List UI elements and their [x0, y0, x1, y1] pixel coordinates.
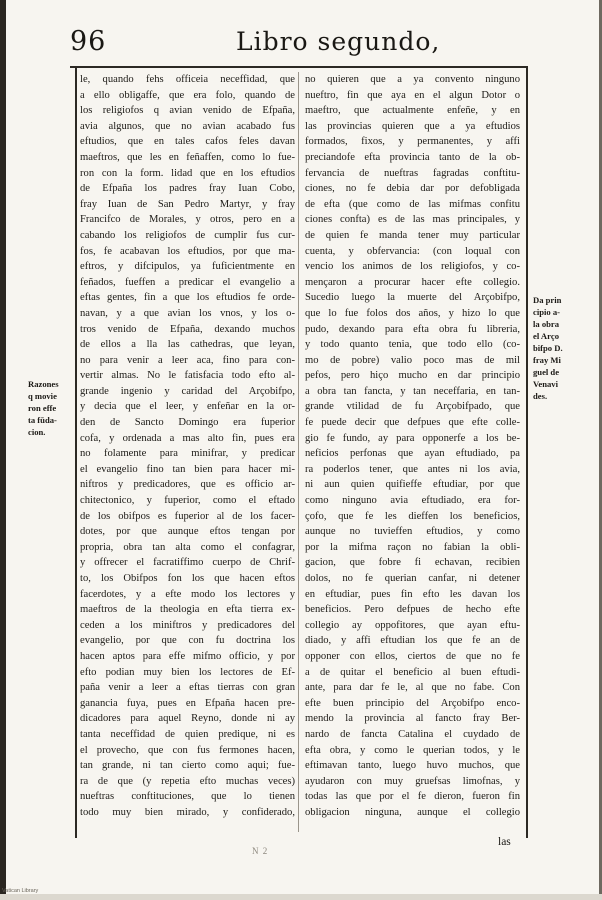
text-line: chitectonico, y fuperior, como el eftado	[80, 495, 295, 507]
text-line: avia algunos, que no avian acabado fus	[80, 120, 295, 132]
text-line: tan grande, ni tan cierto como aqui; fue-	[80, 760, 295, 772]
text-line: beneficios. Pero defpues de hecho efte	[305, 604, 520, 616]
text-line: neficios perfonas que ayan eftudiado, pa	[305, 448, 520, 460]
text-line: de efta (que como de las mifmas confitu	[305, 198, 520, 210]
text-line: çofo, que fe les dieffen los beneficios,	[305, 510, 520, 522]
text-line: propria, obra tan alta como el confagrar,	[80, 541, 295, 553]
text-line: eftimavan tanto, luego huvo muchos, que	[305, 760, 520, 772]
text-line: no folamente para minifrar, y predicar	[80, 448, 295, 460]
text-column-left	[80, 72, 295, 842]
text-line: grande ingenio y caridad del Arçobifpo,	[80, 385, 295, 397]
text-line: ciones confta) es de las mas principales, y	[305, 214, 520, 226]
column-divider	[298, 72, 299, 832]
margin-note-line: cipio a-	[533, 307, 560, 317]
text-line: efta obra, y como le querian todos, y le	[305, 744, 520, 756]
text-line: nueftro, fin que aya en el algun Dotor o	[305, 89, 520, 101]
text-line: ra de que (y repetia efto muchas veces)	[80, 775, 295, 787]
page-binding-shadow	[0, 0, 6, 900]
text-line: nardo de fancta Catalina el cuydado de	[305, 728, 520, 740]
text-line: fray Iuan de San Pedro Martyr, y fray	[80, 198, 295, 210]
text-line: facerdotes, y a efte modo los lectores y	[80, 588, 295, 600]
text-line: preciandofe efta provincia tanto de la ob-	[305, 151, 520, 163]
text-line: maeftro, que actualmente enfeñe, y en	[305, 105, 520, 117]
text-column-right	[305, 72, 520, 842]
text-line: ra poderlos tener, que antes ni los avia,	[305, 463, 520, 475]
margin-note-line: Razones	[28, 379, 59, 389]
margin-note-line: bifpo D.	[533, 343, 563, 353]
text-line: eftas gentes, fin a que los eftudios fe orde-	[80, 292, 295, 304]
text-line: dolos, no fe querian canfar, ni detener	[305, 573, 520, 584]
text-line: el evangelio fino tan bien para hacer mi-	[80, 463, 295, 475]
text-line: ante, para dar fe le, al que no fabe. Con	[305, 682, 520, 694]
text-line: como ninguno avia eftudiado, era for-	[305, 495, 520, 507]
text-line: mendo la provincia al fancto fray Ber-	[305, 713, 520, 725]
text-line: dotes, por que aunque eftos tengan por	[80, 526, 295, 538]
text-line: de quien fe manda tener muy particular	[305, 229, 520, 241]
margin-note-line: guel de	[533, 367, 560, 377]
text-line: den de Sancto Domingo era fuperior	[80, 417, 295, 429]
text-line: gacion, que fobre fi echavan, recibien	[305, 557, 520, 569]
text-line: opponer con ellos, ciertos de que no fe	[305, 650, 520, 662]
text-line: maeftros de la theologia en efta tierra ex-	[80, 604, 295, 616]
text-line: ciones, no fe debia dar por defobligada	[305, 183, 520, 195]
text-line: de ellos a lla las cathedras, que leyan,	[80, 339, 295, 351]
text-line: y offrecer el facratiffimo cuerpo de Chrif-	[80, 557, 295, 569]
text-line: y todo quanto tenia, que todo ello (co-	[305, 339, 520, 351]
text-line: obligacion ninguna, aunque el collegio	[305, 806, 520, 818]
frame-rule-left	[75, 66, 77, 838]
text-line: eftros, y difcipulos, ya fuficientmente en	[80, 261, 295, 273]
margin-note-line: fray Mi	[533, 355, 561, 365]
text-line: paña venir a leer a eftas tierras con gran	[80, 682, 295, 694]
text-line: a ello obligaffe, que era folo, quando de	[80, 89, 295, 101]
text-line: vencio los animos de los religiofos, y co-	[305, 261, 520, 273]
catchword: las	[498, 836, 511, 848]
text-line: que lo fue folos dos años, y hizo lo que	[305, 307, 520, 319]
text-line: no quieren que a ya convento ninguno	[305, 74, 520, 85]
text-line: fervancia de nueftras fagradas conftitu-	[305, 167, 520, 179]
text-line: dicadores para aquel Reyno, donde ni ay	[80, 713, 295, 725]
frame-rule-right	[526, 66, 528, 838]
text-line: ceden a los miniftros y predicadores del	[80, 619, 295, 631]
text-line: grande vtilidad de fu Arçobifpado, que	[305, 401, 520, 413]
text-line: y decia que el leer, y enfeñar en la or-	[80, 401, 295, 413]
text-line: por la mifma raçon no fabian la obli-	[305, 541, 520, 553]
text-line: cofa, y ordenada a mas alto fin, pues era	[80, 432, 295, 444]
margin-note-line: q movie	[28, 391, 57, 401]
text-line: mençaron a procurar hacer efte collegio.	[305, 276, 520, 288]
text-line: le, quando fehs officeia neceffidad, que	[80, 74, 295, 85]
text-line: formados, fixos, y permanentes, y affi	[305, 136, 520, 148]
text-line: eftudios, que en tales cafos feles davan	[80, 136, 295, 148]
text-line: evangelio, por que con fu doctrina los	[80, 635, 295, 647]
text-line: cuenta, y obfervancia: (con loqual con	[305, 245, 520, 257]
margin-note-line: ron effe	[28, 403, 57, 413]
text-line: todas las que por el fe dieron, fueron fin	[305, 791, 520, 803]
text-line: fe puede decir que defpues que efte colle-	[305, 417, 520, 429]
text-line: pefos, pero hiço mucho en dar principio	[305, 370, 520, 382]
text-line: tros venido de Efpaña, dexando muchos	[80, 323, 295, 335]
margin-note-line: el Arço	[533, 331, 560, 341]
text-line: niftros y predicadores, que es officio ar-	[80, 479, 295, 491]
text-line: el provecho, que con fus fermones hacen,	[80, 744, 295, 756]
text-line: efte buen principio del Arçobifpo enco-	[305, 697, 520, 709]
text-line: vertir almas. No le fatisfacia todo efto al-	[80, 370, 295, 382]
margin-note-line: cion.	[28, 427, 46, 437]
text-line: de Efpaña los padres fray Iuan Cobo,	[80, 183, 295, 195]
text-line: nueftras conftituciones, que lo tienen	[80, 791, 295, 803]
margin-note-line: Da prin	[533, 295, 562, 305]
text-line: diado, y affi eftudian los que fe an de	[305, 635, 520, 647]
text-line: Francifco de Morales, y otros, pero en a	[80, 214, 295, 226]
signature-mark: N 2	[252, 846, 269, 856]
text-line: a obra tan fancta, y tan neceffaria, en tan-	[305, 385, 520, 397]
text-line: navan, y a que avian los vnos, y los o-	[80, 307, 295, 319]
text-line: de los obifpos es fuperior al de los facer-	[80, 510, 295, 522]
text-line: fos, fe acabavan los eftudios, por que ma-	[80, 245, 295, 257]
text-line: tanta neceffidad de quien predique, ni es	[80, 728, 295, 740]
margin-note-line: ta fūda-	[28, 415, 57, 425]
page-number: 96	[70, 26, 107, 57]
margin-note-right	[533, 294, 593, 402]
text-line: los religiofos q avian venido de Efpaña,	[80, 105, 295, 117]
text-line: cabando los religiofos de cumplir fus cur-	[80, 229, 295, 241]
text-line: collegio ay oppofitores, que ayan eftu-	[305, 619, 520, 631]
text-line: feñados, fueffen a predicar el evangelio a	[80, 276, 295, 288]
margin-note-line: Venavi	[533, 379, 558, 389]
text-line: efto podian muy bien los lectores de Ef-	[80, 666, 295, 678]
running-title: Libro segundo,	[236, 27, 441, 56]
text-line: todo muy bien mirado, y confiderado,	[80, 806, 295, 818]
text-line: las provincias quieren que a ya eftudios	[305, 120, 520, 132]
footer-note: Vatican Library	[2, 888, 39, 894]
text-line: ni aun quien quifieffe eftudiar, por que	[305, 479, 520, 491]
text-line: mo de pobre) valio poco mas de mil	[305, 354, 520, 366]
text-line: gio fe fundo, ay para opponerfe a los be-	[305, 432, 520, 444]
text-line: ganancia fuya, pues en Efpaña hacen pre-	[80, 697, 295, 709]
text-line: maeftros, que les en feñaffen, como lo fue-	[80, 151, 295, 163]
text-line: no para venir a leer aca, fino para con-	[80, 354, 295, 366]
page-edge-bottom	[0, 894, 602, 900]
text-line: ayudaron con muy gruefsas limofnas, y	[305, 775, 520, 787]
margin-note-line: des.	[533, 391, 548, 401]
text-line: hacen aptos para effe mifmo officio, y por	[80, 650, 295, 662]
margin-note-line: la obra	[533, 319, 560, 329]
text-line: pudo, dexando para efta obra fu libreria,	[305, 323, 520, 335]
text-line: ron con la form. lidad que en los eftudios	[80, 167, 295, 179]
text-line: en eftudiar, pues fin efto les davan los	[305, 588, 520, 600]
text-line: to, los Obifpos fon los que hacen eftos	[80, 573, 295, 584]
text-line: a de quitar el beneficio al buen eftudi-	[305, 666, 520, 678]
text-line: aunque no tuvieffen eftudios, y como	[305, 526, 520, 538]
frame-rule-top	[70, 66, 528, 68]
text-line: Sucedio luego la muerte del Arçobifpo,	[305, 292, 520, 304]
margin-note-left	[28, 378, 70, 438]
